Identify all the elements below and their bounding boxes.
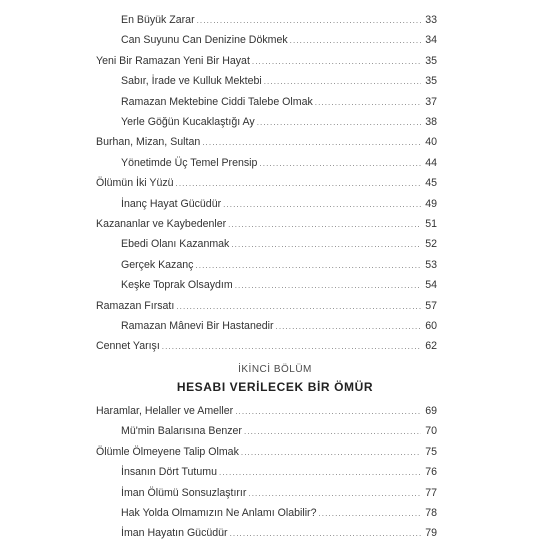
dot-leader [318, 507, 421, 520]
dot-leader [230, 527, 421, 540]
toc-entry-page-number: 44 [425, 156, 437, 169]
toc-entry [121, 466, 437, 479]
toc-entry-page-number: 37 [425, 95, 437, 108]
toc-entry [121, 279, 437, 292]
toc-entry [121, 34, 437, 47]
dot-leader [195, 259, 421, 272]
toc-entry [96, 136, 437, 149]
toc-entry-title: Can Suyunu Can Denizine Dökmek [121, 34, 288, 47]
toc-entry [121, 320, 437, 333]
toc-entry-title: Yerle Göğün Kucaklaştığı Ay [121, 116, 255, 128]
toc-entry [121, 507, 437, 520]
dot-leader [248, 487, 421, 500]
dot-leader [259, 157, 421, 170]
dot-leader [235, 279, 421, 292]
toc-entry-page-number: 70 [425, 425, 437, 438]
toc-entry-title: Gerçek Kazanç [121, 258, 194, 271]
toc-entry-title: Sabır, İrade ve Kulluk Mektebi [121, 75, 262, 88]
toc-entry-title: Kazananlar ve Kaybedenler [96, 218, 227, 230]
dot-leader [257, 116, 421, 129]
toc-entry [121, 238, 437, 251]
toc-entry-page-number: 54 [425, 279, 437, 292]
dot-leader [223, 198, 421, 211]
section-title: HESABI VERİLECEK BİR ÖMÜR [176, 380, 374, 394]
toc-entry-title: Ramazan Mânevi Bir Hastanedir [121, 320, 274, 332]
toc-entry-page-number: 75 [425, 445, 437, 458]
toc-entry-page-number: 60 [425, 320, 437, 332]
dot-leader [176, 177, 421, 190]
toc-entry-page-number: 52 [425, 238, 437, 251]
toc-entry-page-number: 53 [425, 258, 437, 271]
toc-entry-page-number: 77 [425, 486, 437, 499]
toc-entry-page-number: 79 [425, 527, 437, 540]
dot-leader [241, 446, 421, 459]
toc-entry-title: İnanç Hayat Gücüdür [121, 197, 222, 210]
dot-leader [231, 238, 421, 251]
toc-entry [121, 157, 437, 170]
dot-leader [162, 340, 421, 353]
toc-entry-page-number: 45 [425, 177, 437, 190]
toc-entry-title: Ölümle Ölmeyene Talip Olmak [96, 445, 239, 458]
dot-leader [176, 300, 421, 313]
dot-leader [202, 136, 421, 149]
dot-leader [252, 55, 421, 68]
toc-entry-page-number: 33 [425, 14, 437, 26]
toc-entry-title: Ebedi Olanı Kazanmak [121, 238, 230, 251]
toc-entry-title: Yönetimde Üç Temel Prensip [121, 156, 258, 169]
toc-entry-page-number: 78 [425, 507, 437, 519]
toc-entry [96, 405, 437, 418]
toc-entry-title: Ölümün İki Yüzü [96, 177, 174, 190]
toc-entry-title: Haramlar, Helaller ve Ameller [96, 405, 234, 417]
toc-entry-page-number: 51 [425, 218, 437, 230]
dot-leader [290, 34, 421, 47]
dot-leader [219, 466, 421, 479]
toc-entry [96, 218, 437, 231]
toc-entry [121, 116, 437, 129]
toc-entry-title: Cennet Yarışı [96, 340, 160, 353]
toc-entry-page-number: 35 [425, 75, 437, 88]
toc-entry-page-number: 35 [425, 54, 437, 67]
toc-entry [121, 487, 437, 500]
toc-entry-title: Keşke Toprak Olsaydım [121, 279, 233, 292]
toc-entry-page-number: 69 [425, 405, 437, 417]
toc-entry-title: İnsanın Dört Tutumu [121, 466, 217, 479]
toc-entry-title: Mü'min Balarısına Benzer [121, 425, 242, 438]
toc-entry [96, 55, 437, 68]
toc-entry [121, 75, 437, 88]
toc-entry [96, 300, 437, 313]
section-kicker: İKİNCİ BÖLÜM [238, 364, 312, 375]
dot-leader [315, 96, 421, 109]
toc-entry [121, 527, 437, 540]
toc-entry [96, 446, 437, 459]
toc-entry-page-number: 57 [425, 299, 437, 312]
toc-entry-title: Ramazan Fırsatı [96, 299, 175, 312]
toc-entry [121, 14, 437, 27]
toc-entry [121, 198, 437, 211]
toc-entry-page-number: 76 [425, 466, 437, 479]
toc-entry-title: Yeni Bir Ramazan Yeni Bir Hayat [96, 54, 250, 67]
dot-leader [235, 405, 421, 418]
toc-entry [96, 340, 437, 353]
dot-leader [264, 75, 421, 88]
toc-entry-title: En Büyük Zarar [121, 14, 195, 26]
toc-entry-page-number: 38 [425, 116, 437, 128]
dot-leader [276, 320, 422, 333]
dot-leader [244, 425, 421, 438]
toc-entry [121, 96, 437, 109]
toc-entry-page-number: 49 [425, 197, 437, 210]
toc-entry-title: İman Hayatın Gücüdür [121, 527, 228, 540]
toc-entry-page-number: 62 [425, 340, 437, 353]
toc-entry [96, 177, 437, 190]
toc-entry [121, 259, 437, 272]
toc-entry-page-number: 34 [425, 34, 437, 47]
dot-leader [197, 14, 421, 27]
dot-leader [228, 218, 421, 231]
toc-entry-page-number: 40 [425, 136, 437, 149]
toc-entry-title: Ramazan Mektebine Ciddi Talebe Olmak [121, 95, 313, 108]
toc-entry [121, 425, 437, 438]
toc-entry-title: İman Ölümü Sonsuzlaştırır [121, 486, 247, 499]
toc-entry-title: Burhan, Mizan, Sultan [96, 136, 201, 149]
toc-entry-title: Hak Yolda Olmamızın Ne Anlamı Olabilir? [121, 507, 317, 519]
